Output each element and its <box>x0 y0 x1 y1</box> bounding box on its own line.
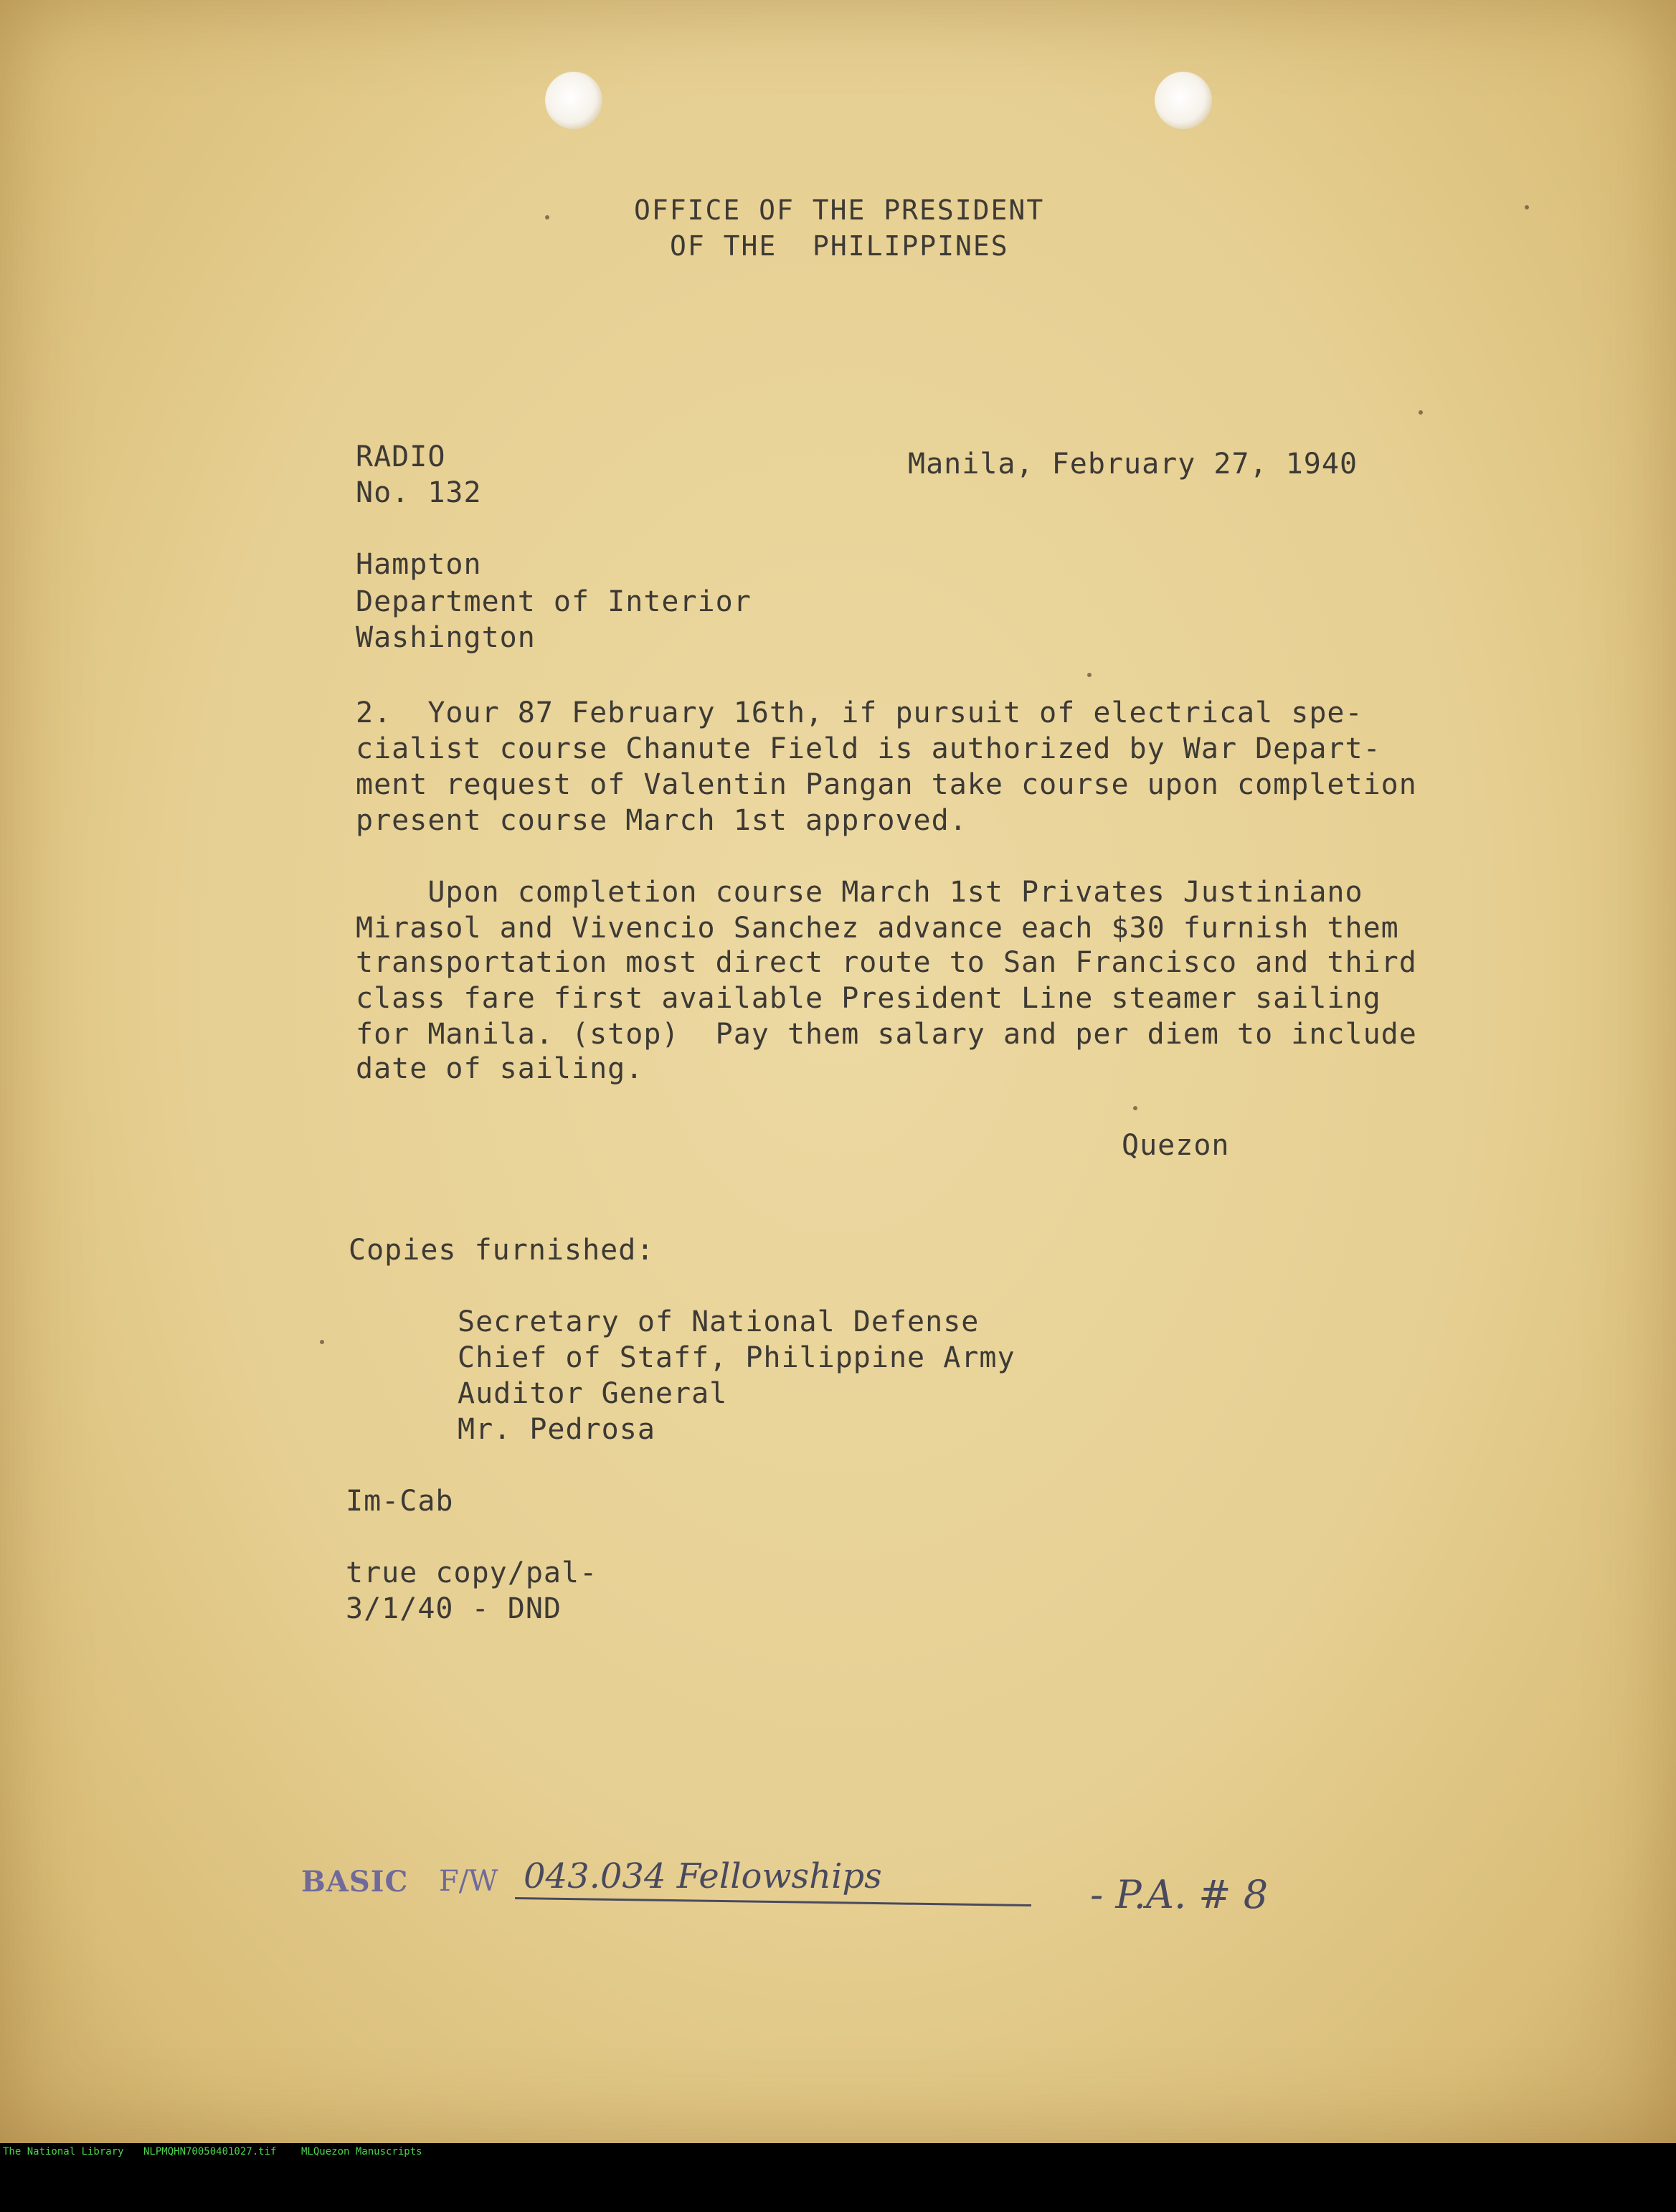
scan-footer-bar <box>0 2143 1676 2160</box>
recipient-department: Department of Interior <box>356 585 752 618</box>
basic-stamp: BASIC <box>301 1865 409 1899</box>
paper-speck <box>1087 673 1092 677</box>
recipient-name: Hampton <box>356 548 482 581</box>
handwritten-reference: - P.A. # 8 <box>1090 1872 1269 1917</box>
copy-note-line-2: 3/1/40 - DND <box>346 1592 562 1625</box>
body-line: date of sailing. <box>356 1052 644 1085</box>
body-line: cialist course Chanute Field is authorized by War Depart- <box>356 732 1381 765</box>
copies-heading: Copies furnished: <box>349 1234 655 1267</box>
body-line: transportation most direct route to San Francisco and third <box>356 946 1417 979</box>
handwritten-underline <box>515 1897 1031 1906</box>
body-line: for Manila. (stop) Pay them salary and per diem to include <box>356 1018 1417 1051</box>
paper-speck <box>545 215 549 219</box>
punch-hole-left <box>545 72 602 129</box>
message-number: No. 132 <box>356 476 482 509</box>
paper-speck <box>1419 410 1423 415</box>
paper-speck <box>1133 1106 1137 1110</box>
copies-item: Secretary of National Defense <box>458 1305 980 1338</box>
message-type: RADIO <box>356 440 446 473</box>
body-line: Upon completion course March 1st Privates Justiniano <box>356 876 1363 909</box>
footer-library: The National Library <box>3 2146 124 2157</box>
body-line: present course March 1st approved. <box>356 804 967 837</box>
place-date: Manila, February 27, 1940 <box>908 448 1358 481</box>
footer-file: NLPMQHN70050401027.tif <box>143 2146 277 2157</box>
typist-initials: Im-Cab <box>346 1485 454 1518</box>
footer-collection: MLQuezon Manuscripts <box>301 2146 422 2157</box>
fw-stamp: F/W <box>439 1865 498 1898</box>
copies-item: Auditor General <box>458 1377 728 1410</box>
letterhead-line-1: OFFICE OF THE PRESIDENT <box>634 194 1045 226</box>
recipient-city: Washington <box>356 621 536 654</box>
copy-note-line-1: true copy/pal- <box>346 1556 598 1589</box>
signature: Quezon <box>1122 1129 1230 1162</box>
paper-speck <box>1525 205 1529 209</box>
body-line: ment request of Valentin Pangan take course upon completion <box>356 768 1417 801</box>
body-line: class fare first available President Line steamer sailing <box>356 982 1381 1015</box>
paper-speck <box>320 1340 324 1344</box>
punch-hole-right <box>1155 72 1212 129</box>
letterhead-line-2: OF THE PHILIPPINES <box>670 230 1009 262</box>
body-line: Mirasol and Vivencio Sanchez advance each $30 furnish them <box>356 912 1399 945</box>
copies-item: Chief of Staff, Philippine Army <box>458 1341 1015 1374</box>
copies-item: Mr. Pedrosa <box>458 1413 655 1446</box>
body-line: 2. Your 87 February 16th, if pursuit of electrical spe- <box>356 696 1363 729</box>
handwritten-file-number: 043.034 Fellowships <box>524 1856 882 1896</box>
